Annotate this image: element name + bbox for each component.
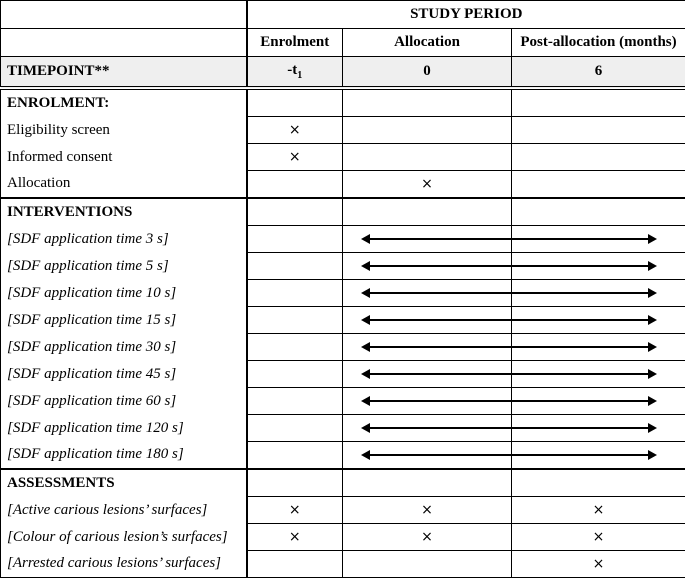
column-header-row — [1, 29, 685, 57]
arrow-cell — [343, 334, 512, 361]
table-row — [1, 280, 685, 307]
empty-cell — [247, 361, 343, 388]
arrow-cell — [343, 442, 512, 470]
col-post-allocation: Post-allocation (months) — [512, 29, 685, 57]
empty-cell — [247, 88, 343, 117]
table-row — [1, 226, 685, 253]
x-mark-icon: × — [512, 551, 685, 578]
empty-cell — [247, 469, 343, 497]
table-row — [1, 144, 685, 171]
table-row — [1, 415, 685, 442]
row-label: [SDF application time 60 s] — [1, 388, 247, 415]
empty-cell — [343, 469, 512, 497]
arrow-cell — [343, 361, 512, 388]
double-arrow-icon — [363, 265, 655, 267]
row-label: Informed consent — [1, 144, 247, 171]
arrow-cell — [343, 388, 512, 415]
empty-cell — [343, 117, 512, 144]
col-enrolment: Enrolment — [247, 29, 343, 57]
table-row — [1, 307, 685, 334]
timepoint-allocation: 0 — [343, 57, 512, 89]
row-label: [SDF application time 5 s] — [1, 253, 247, 280]
row-label: [Arrested carious lesions’ surfaces] — [1, 551, 247, 578]
empty-cell — [343, 144, 512, 171]
row-label: [SDF application time 45 s] — [1, 361, 247, 388]
arrow-cell — [343, 253, 512, 280]
empty-cell — [343, 551, 512, 578]
timepoint-row — [1, 57, 685, 89]
empty-cell — [247, 198, 343, 226]
empty-cell — [512, 469, 685, 497]
empty-cell — [1, 29, 247, 57]
empty-cell — [247, 551, 343, 578]
row-label: [Colour of carious lesion’s surfaces] — [1, 524, 247, 551]
x-mark-icon: × — [247, 497, 343, 524]
table-row — [1, 388, 685, 415]
table-row — [1, 524, 685, 551]
double-arrow-icon — [363, 400, 655, 402]
double-arrow-icon — [363, 427, 655, 429]
timepoint-label: TIMEPOINT** — [1, 57, 247, 89]
double-arrow-icon — [363, 292, 655, 294]
table-row — [1, 497, 685, 524]
double-arrow-icon — [363, 346, 655, 348]
empty-cell — [343, 88, 512, 117]
empty-cell — [247, 442, 343, 470]
empty-cell — [1, 1, 247, 29]
interventions-heading: INTERVENTIONS — [1, 198, 247, 226]
double-arrow-icon — [363, 373, 655, 375]
table-row — [1, 171, 685, 199]
empty-cell — [512, 198, 685, 226]
empty-cell — [512, 88, 685, 117]
empty-cell — [247, 307, 343, 334]
empty-cell — [247, 171, 343, 199]
assessments-section-row — [1, 469, 685, 497]
table-row — [1, 442, 685, 470]
timepoint-enrolment: $-t_1$ — [247, 57, 343, 89]
empty-cell — [512, 171, 685, 199]
row-label: [SDF application time 3 s] — [1, 226, 247, 253]
row-label: [SDF application time 120 s] — [1, 415, 247, 442]
x-mark-icon: × — [512, 497, 685, 524]
enrolment-heading: ENROLMENT: — [1, 88, 247, 117]
x-mark-icon: × — [247, 524, 343, 551]
x-mark-icon: × — [343, 497, 512, 524]
study-period-heading: STUDY PERIOD — [247, 1, 685, 29]
row-label: [Active carious lesions’ surfaces] — [1, 497, 247, 524]
empty-cell — [512, 144, 685, 171]
empty-cell — [247, 226, 343, 253]
arrow-cell — [343, 280, 512, 307]
x-mark-icon: × — [343, 524, 512, 551]
table-row — [1, 117, 685, 144]
arrow-cell — [343, 415, 512, 442]
empty-cell — [247, 388, 343, 415]
interventions-section-row — [1, 198, 685, 226]
double-arrow-icon — [363, 319, 655, 321]
enrolment-section-row — [1, 88, 685, 117]
arrow-cell — [343, 307, 512, 334]
empty-cell — [247, 280, 343, 307]
assessments-heading: ASSESSMENTS — [1, 469, 247, 497]
col-allocation: Allocation — [343, 29, 512, 57]
timepoint-post: 6 — [512, 57, 685, 89]
table-row — [1, 334, 685, 361]
table-row — [1, 361, 685, 388]
row-label: [SDF application time 15 s] — [1, 307, 247, 334]
x-mark-icon: × — [512, 524, 685, 551]
arrow-cell — [343, 226, 512, 253]
row-label: Allocation — [1, 171, 247, 199]
table-row — [1, 253, 685, 280]
table-row — [1, 551, 685, 578]
row-label: [SDF application time 180 s] — [1, 442, 247, 470]
empty-cell — [343, 198, 512, 226]
double-arrow-icon — [363, 238, 655, 240]
empty-cell — [247, 415, 343, 442]
double-arrow-icon — [363, 454, 655, 456]
empty-cell — [247, 253, 343, 280]
row-label: Eligibility screen — [1, 117, 247, 144]
x-mark-icon: × — [247, 144, 343, 171]
empty-cell — [512, 117, 685, 144]
x-mark-icon: × — [247, 117, 343, 144]
row-label: [SDF application time 10 s] — [1, 280, 247, 307]
study-period-row — [1, 1, 685, 29]
empty-cell — [247, 334, 343, 361]
x-mark-icon: × — [343, 171, 512, 199]
row-label: [SDF application time 30 s] — [1, 334, 247, 361]
